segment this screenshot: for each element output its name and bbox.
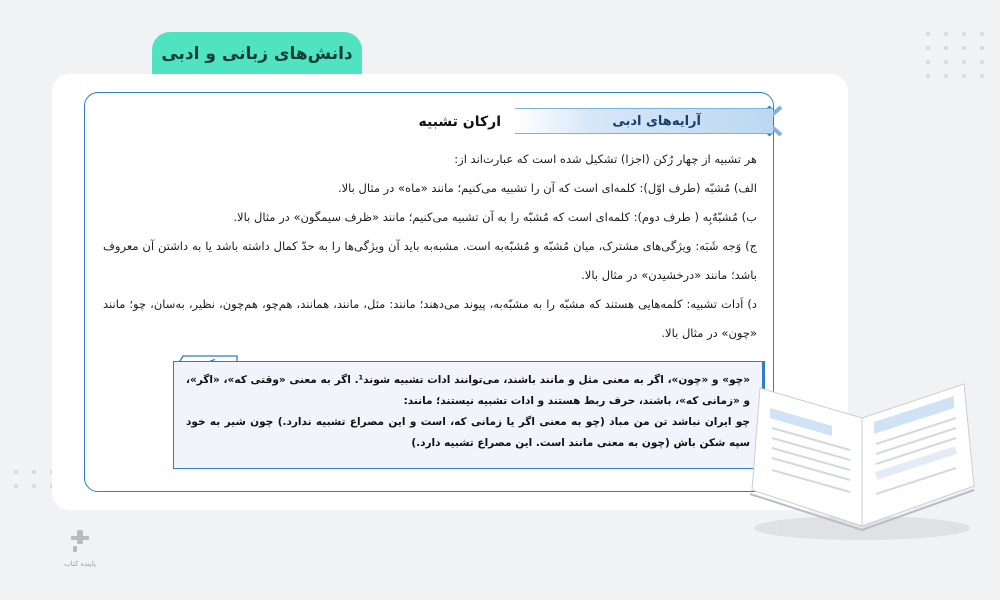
note-line: چو ایران نباشد تن من مباد (چو به معنی اگر یا زمانی که، است و این مصراع تشبیه ندارد.) چون شیر به خود سپه شکن باش (چون به معنی مانند است. این مصراع تشبیه دارد.) (186, 416, 750, 449)
decorative-dot-grid (926, 32, 986, 78)
open-book-illustration (742, 378, 982, 548)
paragraph: هر تشبیه از چهار رُکن (اجزا) تشکیل شده است که عبارت‌اند از: (454, 152, 757, 166)
section-badge-label: آرایه‌های ادبی (612, 113, 701, 129)
paragraph: ب) مُشبّهٌ‌بِه ( طرف دوم): کلمه‌ای است که مُشبّه را به آن تشبیه می‌کنیم؛ مانند «ظرف سیمگون» در مثال بالا. (233, 210, 757, 224)
header-tab (152, 32, 362, 76)
note-box (173, 361, 765, 469)
brand-name: پاینده کتاب (64, 560, 96, 568)
body-text (103, 145, 757, 348)
paragraph: د) اَدات تشبیه: کلمه‌هایی هستند که مشبّه را به مشبّه‌به، پیوند می‌دهند؛ مانند: مثل، مانند، همانند، هم‌چو، هم‌چون، نظیر، به‌سان، چو؛ مانند «چون» در مثال بالا. (103, 297, 757, 340)
note-line: «چو» و «چون»، اگر به معنی مثل و مانند باشند، می‌توانند ادات تشبیه شوند¹. اگر به معنی «وقتی که»، «اگر»، و «زمانی که»، باشند، حرف ربط هستند و ادات تشبیه نیستند؛ مانند: (186, 374, 750, 407)
book-page (84, 92, 774, 492)
lesson-title: ارکان تشبیه (418, 114, 501, 130)
paragraph: الف) مُشبّه (طرف اوّل): کلمه‌ای است که آن را تشبیه می‌کنیم؛ مانند «ماه» در مثال بالا. (337, 181, 757, 195)
brand-logo (60, 528, 100, 578)
brand-logo-icon (69, 528, 91, 554)
header-title: دانش‌های زبانی و ادبی (161, 44, 353, 64)
section-badge (515, 108, 773, 134)
paragraph: ج) وَجه شَبَه: ویژگی‌های مشترک، میان مُشبّه و مُشبّه‌به است. مشبه‌به باید آن ویژگی‌ها را به حدّ کمال داشته باشد یا به داشتن آن معروف باشد؛ مانند «درخشیدن» در مثال بالا. (103, 239, 757, 282)
